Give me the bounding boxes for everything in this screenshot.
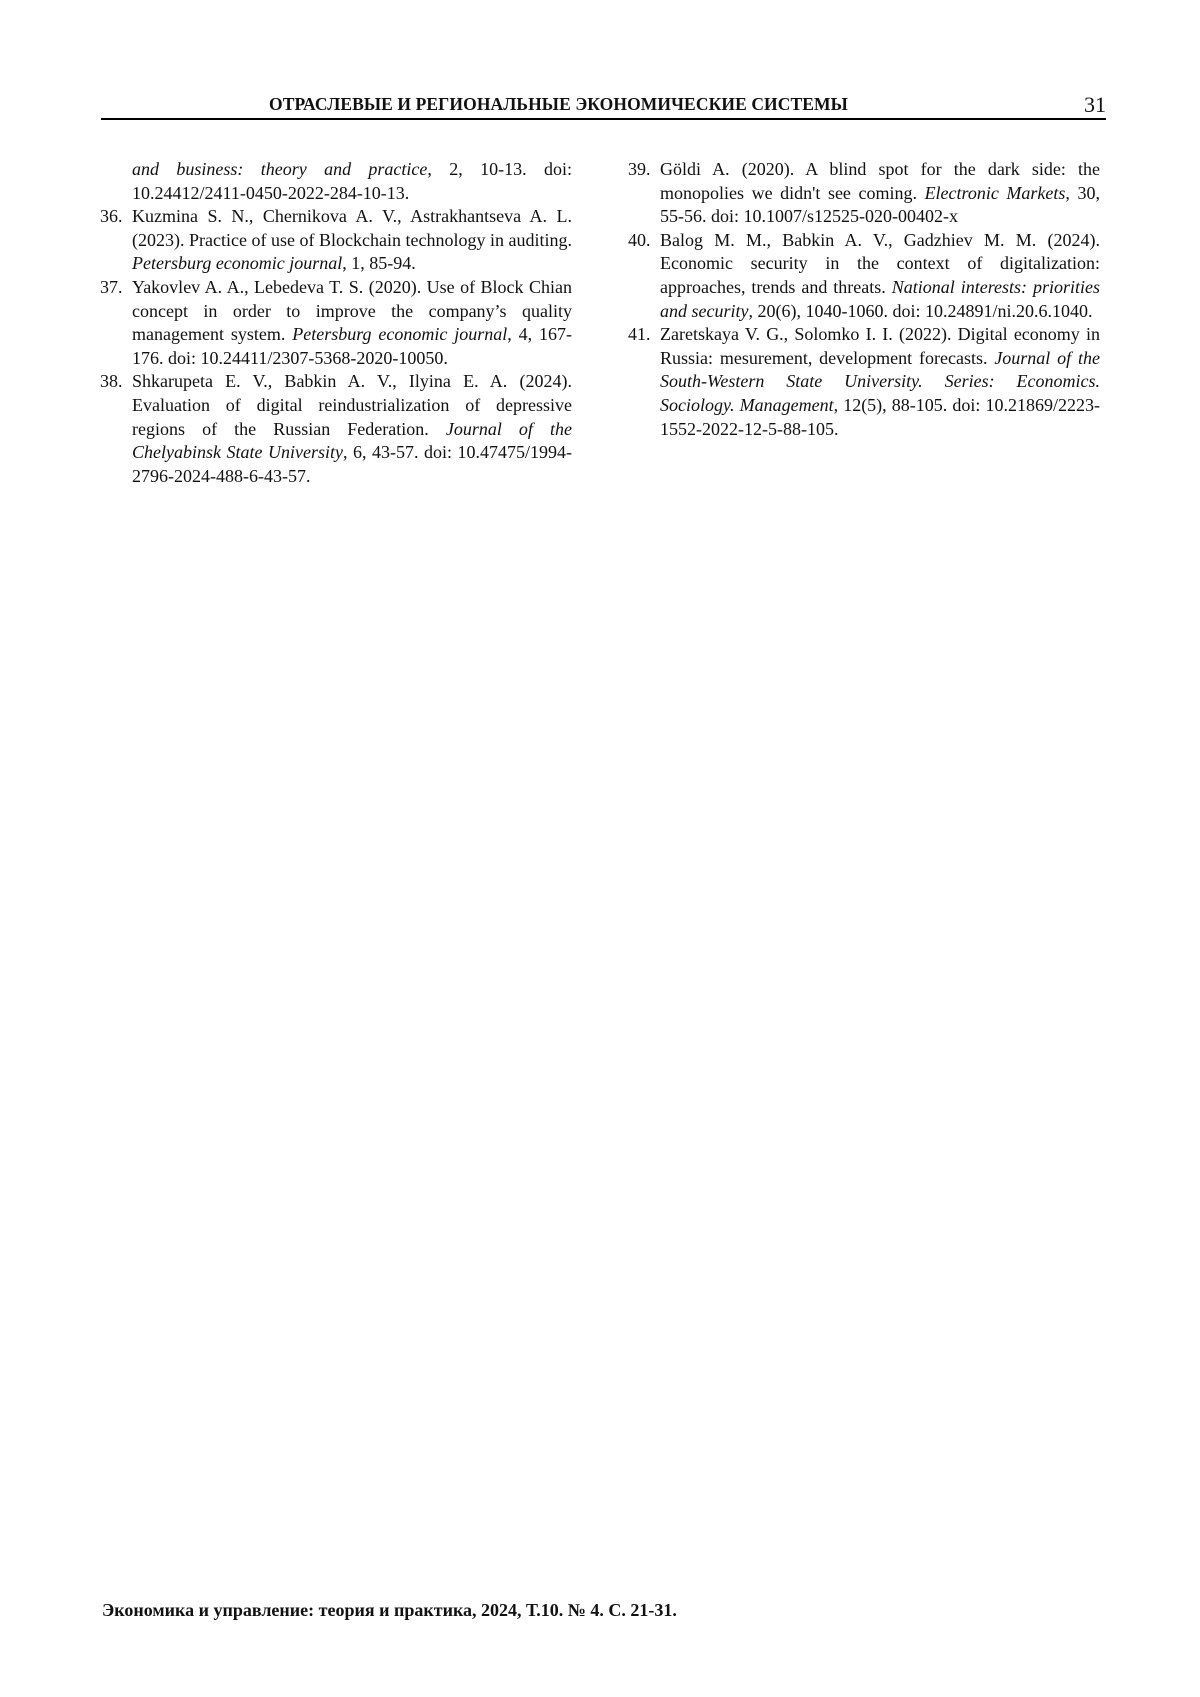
reference-journal: Electronic Markets <box>924 182 1066 203</box>
reference-column-left <box>100 158 572 488</box>
reference-tail: , 30, 55-56. doi: 10.1007/s12525-020-00402-x <box>660 182 1100 227</box>
reference-journal: National interests: priorities and security <box>660 276 1101 321</box>
reference-journal: Petersburg economic journal <box>292 324 508 345</box>
reference-tail: , 1, 85-94. <box>342 253 416 274</box>
reference-authors: Yakovlev A. A., Lebedeva T. S. (2020). Use of Block Chian concept in order to improve the company’s quality management system. <box>132 276 572 345</box>
reference-authors: Balog M. M., Babkin A. V., Gadzhiev M. M. (2024). Economic security in the context of digitalization: approaches, trends and threats. <box>660 229 1100 297</box>
reference-item-40 <box>628 229 1100 323</box>
reference-journal: Journal of the Chelyabinsk State University <box>132 418 572 463</box>
journal-footer: Экономика и управление: теория и практика, 2024, Т.10. № 4. С. 21-31. <box>102 1600 677 1620</box>
reference-column-right <box>628 158 1100 441</box>
reference-number: 36. <box>100 206 123 227</box>
reference-tail: , 6, 43-57. doi: 10.47475/1994-2796-2024-488-6-43-57. <box>132 442 572 486</box>
reference-item-38 <box>100 370 572 488</box>
reference-authors: Kuzmina S. N., Chernikova A. V., Astrakhantseva A. L. (2023). Practice of use of Blockchain technology in auditing. <box>132 206 572 250</box>
reference-continuation <box>100 158 572 205</box>
reference-number: 39. <box>628 159 651 179</box>
reference-journal: Petersburg economic journal <box>132 253 343 274</box>
reference-journal: Journal of the South-Western State University. Series: Economics. Sociology. Management <box>660 347 1100 415</box>
running-header <box>101 88 1106 120</box>
reference-item-41 <box>628 323 1100 441</box>
reference-number: 40. <box>628 229 651 250</box>
reference-tail: , 12(5), 88-105. doi: 10.21869/2223-1552-2022-12-5-88-105. <box>660 394 1100 439</box>
reference-tail: , 2, 10-13. doi: 10.24412/2411-0450-2022-284-10-13. <box>132 159 572 203</box>
reference-journal: and business: theory and practice <box>132 159 428 179</box>
page-number: 31 <box>1084 92 1106 117</box>
reference-item-37 <box>100 276 572 370</box>
reference-number: 38. <box>100 371 123 392</box>
reference-number: 41. <box>628 324 651 345</box>
reference-number: 37. <box>100 276 123 297</box>
reference-item-36 <box>100 205 572 276</box>
reference-tail: , 20(6), 1040-1060. doi: 10.24891/ni.20.6.1040. <box>748 300 1093 321</box>
reference-tail: , 4, 167-176. doi: 10.24411/2307-5368-2020-10050. <box>132 324 573 368</box>
section-title: ОТРАСЛЕВЫЕ И РЕГИОНАЛЬНЫЕ ЭКОНОМИЧЕСКИЕ СИСТЕМЫ <box>269 94 848 114</box>
reference-authors: Shkarupeta E. V., Babkin A. V., Ilyina E. A. (2024). Evaluation of digital reindustrialization of depressive regions of the Russian Federation. <box>132 371 572 439</box>
reference-item-39 <box>628 158 1100 229</box>
reference-authors: Zaretskaya V. G., Solomko I. I. (2022). Digital economy in Russia: mesurement, development forecasts. <box>660 324 1100 368</box>
reference-authors: Göldi A. (2020). A blind spot for the dark side: the monopolies we didn't see coming. <box>660 159 1100 203</box>
